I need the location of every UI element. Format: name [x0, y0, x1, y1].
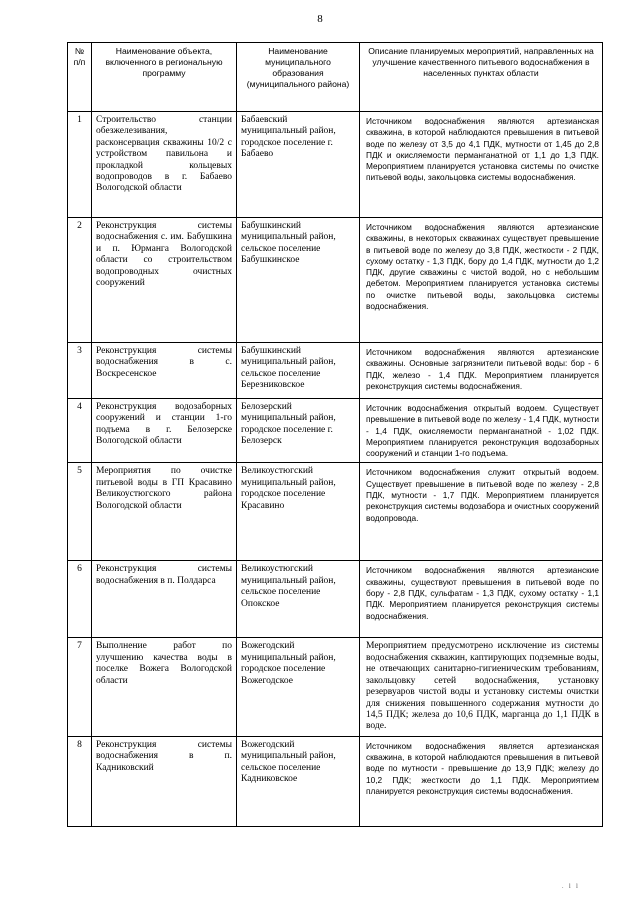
row-description: Источником водоснабжения служит открытый водоем. Существует превышение в питьевой воде по железу - 2,8 ПДК, мутности - 1,7 ПДК. Мероприятием планируется реконструкция системы водозабора и очистных сооружений водопровода.: [360, 463, 603, 561]
table-row: [68, 112, 603, 218]
table-header-row: [68, 43, 603, 112]
row-municipality: Вожегодский муниципальный район, городское поселение Вожегодское: [237, 638, 360, 736]
row-municipality: Бабаевский муниципальный район, городское поселение г. Бабаево: [237, 112, 360, 218]
row-description: Источником водоснабжения является артезианская скважина, в которой наблюдаются превышения в питьевой воде по мутности - превышение до 13,9 ПДК; железу до 10,2 ПДК; жесткости до 1,1 ПДК. Мероприятием планируется реконструкция системы водоснабжения.: [360, 736, 603, 826]
row-description: Источником водоснабжения являются артезианские скважины, существуют превышения в питьевой воде по бору - 2,8 ПДК, сульфатам - 1,3 ПДК, сухому остатку - 1,1 ПДК. Мероприятием планируется реконструкция системы водоснабжения.: [360, 561, 603, 638]
table-row: [68, 343, 603, 399]
table-row: [68, 399, 603, 463]
row-description: Источником водоснабжения являются артезианские скважины. Основные загрязнители питьевой воды: бор - 6 ПДК, железо - 1,4 ПДК. Мероприятием планируется реконструкция системы водоснабжения.: [360, 343, 603, 399]
row-object: Реконструкция системы водоснабжения в п. Кадниковский: [92, 736, 237, 826]
row-number: 8: [68, 736, 92, 826]
row-object: Реконструкция системы водоснабжения в п. Полдарса: [92, 561, 237, 638]
row-municipality: Бабушкинский муниципальный район, сельское поселение Березниковское: [237, 343, 360, 399]
row-description: Источником водоснабжения являются артезианские скважины, в некоторых скважинах существует превышение в питьевой воде по железу до 3,8 ПДК, жесткости - 2 ПДК, сухому остатку - 1,3 ПДК, бору до 1,4 ПДК, мутности до 1,2 ПДК, другие скважины с чистой водой, но с небольшим дебетом. Мероприятием планируется установка системы по очистке питьевой воды, закольцовка системы водоснабжения.: [360, 218, 603, 343]
table-row: [68, 218, 603, 343]
row-municipality: Бабушкинский муниципальный район, сельское поселение Бабушкинское: [237, 218, 360, 343]
header-description: Описание планируемых мероприятий, направленных на улучшение качественного питьевого водоснабжения в населенных пунктах области: [360, 43, 603, 112]
row-number: 6: [68, 561, 92, 638]
row-description: Источник водоснабжения открытый водоем. Существует превышение в питьевой воде по железу - 1,4 ПДК, мутности - 1,4 ПДК, окисляемости перманганатной - 1,02 ПДК. Мероприятием планируется реконструкция водозаборных сооружений и станции 1-го подъема.: [360, 399, 603, 463]
row-number: 5: [68, 463, 92, 561]
row-number: 3: [68, 343, 92, 399]
row-number: 2: [68, 218, 92, 343]
row-object: Мероприятия по очистке питьевой воды в ГП Красавино Великоустюгского района Вологодской области: [92, 463, 237, 561]
row-municipality: Белозерский муниципальный район, городское поселение г. Белозерск: [237, 399, 360, 463]
table-row: [68, 638, 603, 736]
row-municipality: Вожегодский муниципальный район, сельское поселение Кадниковское: [237, 736, 360, 826]
row-number: 4: [68, 399, 92, 463]
table-row: [68, 561, 603, 638]
row-object: Реконструкция системы водоснабжения с. им. Бабушкина и п. Юрманга Вологодской области со строительством водопроводных очистных сооружений: [92, 218, 237, 343]
table-row: [68, 463, 603, 561]
row-number: 1: [68, 112, 92, 218]
table-row: [68, 736, 603, 826]
row-object: Выполнение работ по улучшению качества воды в поселке Вожега Вологодской области: [92, 638, 237, 736]
header-object: Наименование объекта, включенного в региональную программу: [92, 43, 237, 112]
row-description: Источником водоснабжения являются артезианская скважина, в которой наблюдаются превышения в питьевой воде по железу от 3,5 до 4,1 ПДК, мутности от 1,45 до 2,8 ПДК и окисляемости перманганатной от 1,1 до 1,3 ПДК. Мероприятием планируется установка системы по очистке питьевой воды, закольцовка системы водоснабжения.: [360, 112, 603, 218]
row-object: Строительство станции обезжелезивания, раcконсервация скважины 10/2 с устройством павильона и прокладкой кольцевых водопроводов в г. Бабаево Вологодской области: [92, 112, 237, 218]
page-number: 8: [317, 13, 323, 25]
row-object: Реконструкция водозаборных сооружений и станции 1-го подъема в г. Белозерске Вологодской области: [92, 399, 237, 463]
header-number: № п/п: [68, 43, 92, 112]
header-municipality: Наименование муниципального образования (муниципального района): [237, 43, 360, 112]
row-number: 7: [68, 638, 92, 736]
row-municipality: Великоустюгский муниципальный район, городское поселение Красавино: [237, 463, 360, 561]
row-object: Реконструкция системы водоснабжения в с. Воскресенское: [92, 343, 237, 399]
scan-mark-decoration: . l l: [562, 884, 580, 890]
program-table: [67, 42, 603, 827]
row-description: Мероприятием предусмотрено исключение из системы водоснабжения скважин, каптирующих подземные воды, не отвечающих санитарно-гигиеническим требованиям, закольцовку сетей водоснабжения, установку резервуаров чистой воды и установку системы очистки для снижения повышенного содержания мутности до 14,5 ПДК; железа до 10,6 ПДК, марганца до 1,1 ПДК в воде.: [360, 638, 603, 736]
row-municipality: Великоустюгский муниципальный район, сельское поселение Опокское: [237, 561, 360, 638]
